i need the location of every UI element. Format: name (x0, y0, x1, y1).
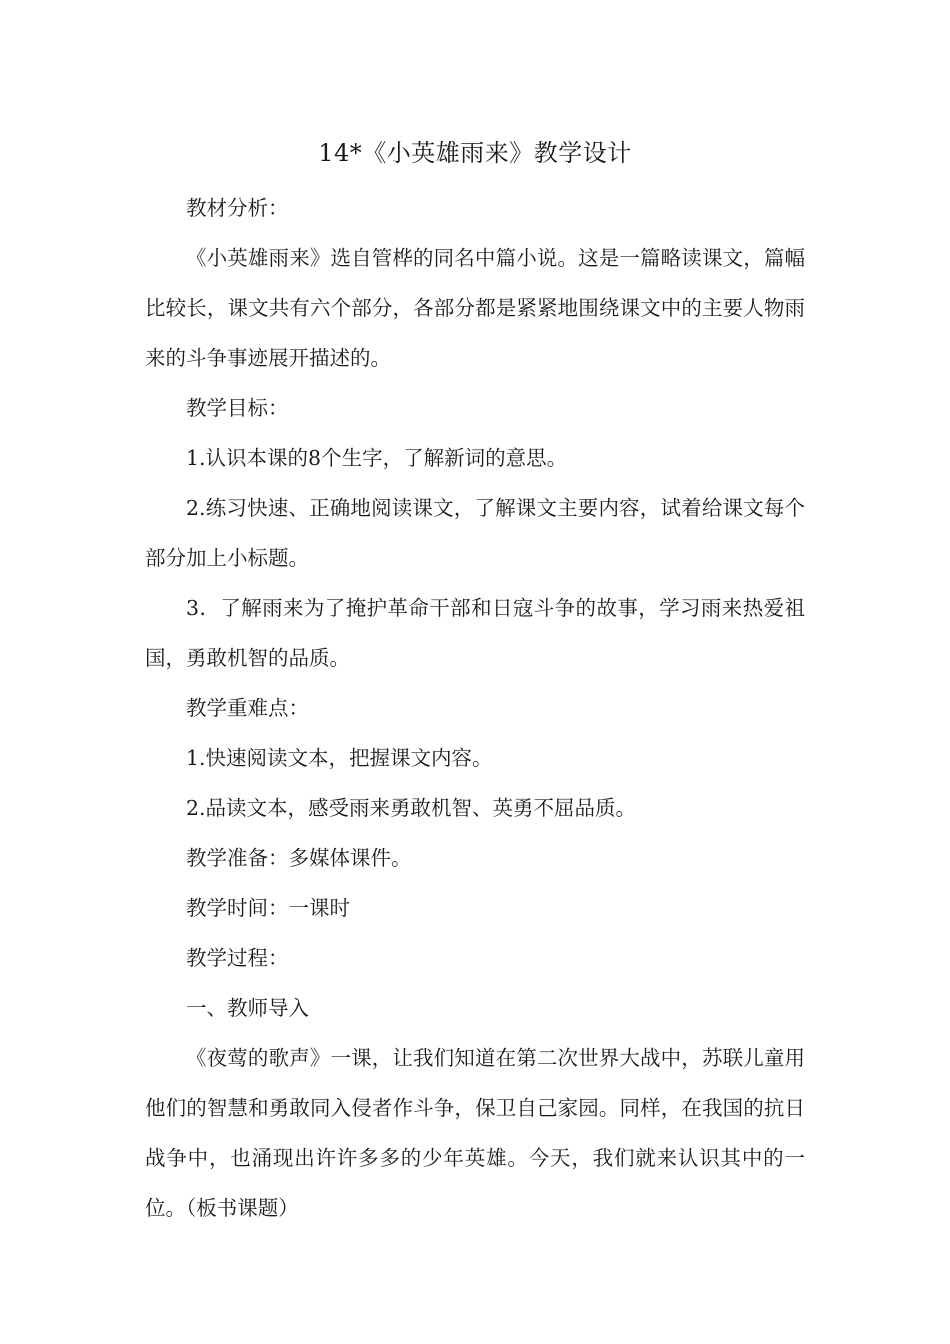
heading-textbook-analysis: 教材分析： (186, 196, 289, 220)
difficulty-item-2: 2.品读文本，感受雨来勇敢机智、英勇不屈品质。 (186, 796, 637, 820)
document-title: 14*《小英雄雨来》教学设计 (318, 139, 632, 167)
teaching-preparation: 教学准备：多媒体课件。 (186, 846, 412, 870)
goal-item-3: 3．了解雨来为了掩护革命干部和日寇斗争的故事，学习雨来热爱祖国，勇敢机智的品质。 (145, 596, 805, 670)
heading-key-difficulties: 教学重难点： (186, 696, 309, 720)
teaching-time: 教学时间：一课时 (186, 896, 350, 920)
difficulty-item-1: 1.快速阅读文本，把握课文内容。 (186, 746, 493, 770)
paragraph-textbook-analysis: 《小英雄雨来》选自管桦的同名中篇小说。这是一篇略读课文，篇幅比较长，课文共有六个部分，各部分都是紧紧地围绕课文中的主要人物雨来的斗争事迹展开描述的。 (145, 246, 805, 370)
section-teacher-introduction: 一、教师导入 (186, 996, 309, 1020)
heading-teaching-goals: 教学目标： (186, 396, 289, 420)
heading-teaching-process: 教学过程： (186, 946, 289, 970)
goal-item-1: 1.认识本课的8个生字，了解新词的意思。 (186, 446, 568, 470)
goal-item-2: 2.练习快速、正确地阅读课文，了解课文主要内容，试着给课文每个部分加上小标题。 (145, 496, 805, 570)
paragraph-introduction: 《夜莺的歌声》一课，让我们知道在第二次世界大战中，苏联儿童用他们的智慧和勇敢同入侵者作斗争，保卫自己家园。同样，在我国的抗日战争中，也涌现出许许多多的少年英雄。今天，我们就来认识其中的一位。（板书课题） (145, 1046, 805, 1220)
document-body (145, 183, 805, 1233)
